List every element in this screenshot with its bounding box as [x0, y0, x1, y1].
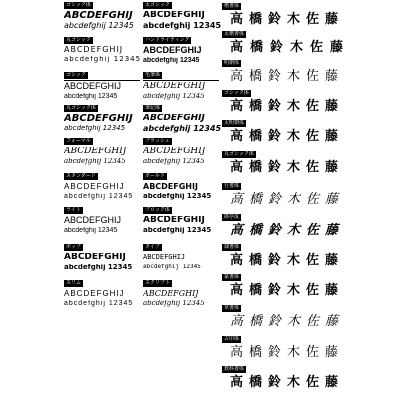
font-style-tag: ポップ: [66, 244, 82, 250]
font-style-tag: 草書体: [224, 305, 240, 311]
underline-rule: [64, 80, 140, 81]
lowercase-sample: abcdefghij 12345: [64, 193, 134, 200]
font-style-tag: ブラッシュ: [145, 138, 170, 144]
alphabet-sample: [64, 280, 140, 310]
kanji-sample: [222, 274, 345, 300]
font-style-tag: 太ゴシック: [145, 2, 170, 8]
font-style-tag: 筆記体: [145, 105, 161, 111]
font-style-tag: 古印体: [224, 336, 240, 342]
lowercase-sample: abcdefghij 12345: [143, 22, 222, 30]
kanji-name-sample: 高橋鈴木佐藤: [230, 69, 345, 84]
kanji-name-sample: 高橋鈴木佐藤: [230, 129, 345, 144]
uppercase-sample: ABCDEFGHIJ: [64, 82, 122, 91]
lowercase-sample: abcdefghij 12345: [143, 264, 201, 270]
uppercase-sample: ABCDEFGHIJ: [64, 253, 126, 262]
uppercase-sample: ABCDEFGHIJ: [143, 46, 202, 55]
uppercase-sample: ABCDEFGHIJ: [64, 11, 133, 21]
alphabet-sample: [64, 207, 140, 237]
kanji-sample: [222, 366, 345, 392]
kanji-name-sample: 高橋鈴木佐藤: [230, 192, 345, 207]
alphabet-sample: [64, 244, 140, 274]
font-style-tag: 明朝体: [224, 60, 240, 66]
lowercase-sample: abcdefghij 12345: [143, 300, 205, 307]
uppercase-sample: ABCDEFGHIJ: [143, 254, 186, 261]
alphabet-sample: [64, 138, 140, 168]
kanji-name-sample: 高橋鈴木佐藤: [230, 12, 345, 27]
font-style-tag: 教科書体: [224, 366, 245, 372]
font-style-tag: ゴシック: [66, 72, 86, 78]
alphabet-sample: [64, 173, 140, 203]
kanji-sample: [222, 120, 345, 146]
kanji-sample: [222, 31, 351, 57]
alphabet-sample: [64, 37, 140, 67]
font-style-tag: 太明朝体: [224, 120, 245, 126]
kanji-sample: [222, 214, 345, 240]
alphabet-sample: [143, 173, 219, 203]
kanji-name-sample: 高橋鈴木佐藤: [230, 283, 345, 298]
alphabet-sample: [143, 105, 222, 135]
kanji-sample: [222, 183, 345, 209]
font-style-tag: スリム: [66, 280, 82, 286]
font-style-tag: スクリプト: [145, 280, 171, 286]
kanji-sample: [222, 336, 345, 362]
font-style-tag: 篆書体: [224, 274, 240, 280]
alphabet-sample: [64, 2, 140, 32]
lowercase-sample: abcdefghij 12345: [143, 193, 212, 200]
font-style-tag: 丸ゴシック: [66, 37, 91, 43]
lowercase-sample: abcdefghij 12345: [64, 300, 134, 307]
alphabet-sample: [143, 37, 219, 67]
alphabet-sample: [143, 138, 219, 168]
uppercase-sample: ABCDEFGHIJ: [64, 147, 127, 156]
kanji-sample: [222, 3, 345, 29]
uppercase-sample: ABCDEFGHIJ: [64, 183, 125, 191]
lowercase-sample: abcdefghij 12345: [64, 125, 126, 132]
alphabet-sample: [143, 2, 222, 32]
kanji-sample: [222, 90, 345, 116]
kanji-sample: [222, 151, 345, 177]
alphabet-sample: [143, 280, 219, 310]
uppercase-sample: ABCDEFGHIJ: [143, 82, 206, 91]
kanji-name-sample: 高橋鈴木佐藤: [230, 160, 345, 175]
font-style-tag: 楷書体: [224, 3, 240, 9]
lowercase-sample: abcdefghij 12345: [64, 227, 118, 234]
font-style-tag: 隷書体: [224, 244, 240, 250]
uppercase-sample: ABCDEFGHIJ: [64, 114, 133, 124]
alphabet-sample: [143, 244, 219, 274]
uppercase-sample: ABCDEFGHIJ: [143, 183, 198, 191]
kanji-sample: [222, 244, 345, 270]
kanji-sample: [222, 60, 345, 86]
uppercase-sample: ABCDEFGHIJ: [143, 114, 205, 123]
lowercase-sample: abcdefghij 12345: [64, 264, 133, 271]
kanji-name-sample: 高橋鈴木佐藤: [230, 223, 345, 238]
kanji-name-sample: 高橋鈴木佐藤: [230, 314, 345, 329]
lowercase-sample: abcdefghij 12345: [143, 227, 212, 234]
font-style-tag: ゴシック体: [66, 2, 91, 8]
lowercase-sample: abcdefghij 12345: [64, 93, 118, 100]
lowercase-sample: abcdefghij 12345: [64, 22, 134, 30]
kanji-name-sample: 高橋鈴木佐藤: [230, 345, 345, 360]
uppercase-sample: ABCDEFGHIJ: [64, 216, 122, 225]
font-style-tag: フォーマル: [66, 138, 91, 144]
kanji-name-sample: 高橋鈴木佐藤: [230, 99, 345, 114]
uppercase-sample: ABCDEFGHIJ: [64, 290, 125, 298]
kanji-name-sample: 高橋鈴木佐藤: [230, 375, 345, 390]
uppercase-sample: ABCDEFGHIJ: [64, 46, 124, 54]
lowercase-sample: abcdefghij 12345: [64, 56, 142, 63]
lowercase-sample: abcdefghij 12345: [64, 158, 126, 165]
font-style-tag: ブロック体: [145, 207, 170, 213]
alphabet-sample: [143, 207, 219, 237]
lowercase-sample: abcdefghij 12345: [143, 158, 205, 165]
alphabet-sample: [143, 72, 219, 102]
font-style-tag: ボールド: [145, 173, 165, 179]
font-style-tag: ハンドライティング: [145, 37, 190, 43]
kanji-sample: [222, 305, 345, 331]
font-style-tag: 行書体: [224, 183, 240, 189]
font-style-tag: 太楷書体: [224, 31, 245, 37]
lowercase-sample: abcdefghij 12345: [143, 93, 205, 100]
lowercase-sample: abcdefghij 12345: [143, 57, 200, 64]
alphabet-sample: [64, 105, 140, 135]
uppercase-sample: ABCDEFGHIJ: [143, 290, 199, 298]
font-style-tag: スタンダード: [66, 173, 96, 179]
font-style-tag: ゴシック体: [224, 90, 249, 96]
kanji-name-sample: 高橋鈴木佐藤: [230, 253, 345, 268]
alphabet-sample: [64, 72, 140, 102]
font-style-tag: ライト: [66, 207, 81, 213]
font-style-tag: 丸ゴシック体: [224, 151, 254, 157]
kanji-name-sample: 高橋鈴木佐藤: [230, 40, 351, 55]
font-style-tag: タイプ: [145, 244, 160, 250]
lowercase-sample: abcdefghij 12345: [143, 125, 222, 133]
uppercase-sample: ABCDEFGHIJ: [143, 216, 205, 225]
font-style-tag: 丸ゴシック体: [66, 105, 96, 111]
font-style-tag: 毛筆体: [145, 72, 161, 78]
underline-rule: [143, 80, 219, 81]
uppercase-sample: ABCDEFGHIJ: [143, 147, 206, 156]
uppercase-sample: ABCDEFGHIJ: [143, 11, 205, 20]
font-style-tag: 勘亭流: [224, 214, 240, 220]
